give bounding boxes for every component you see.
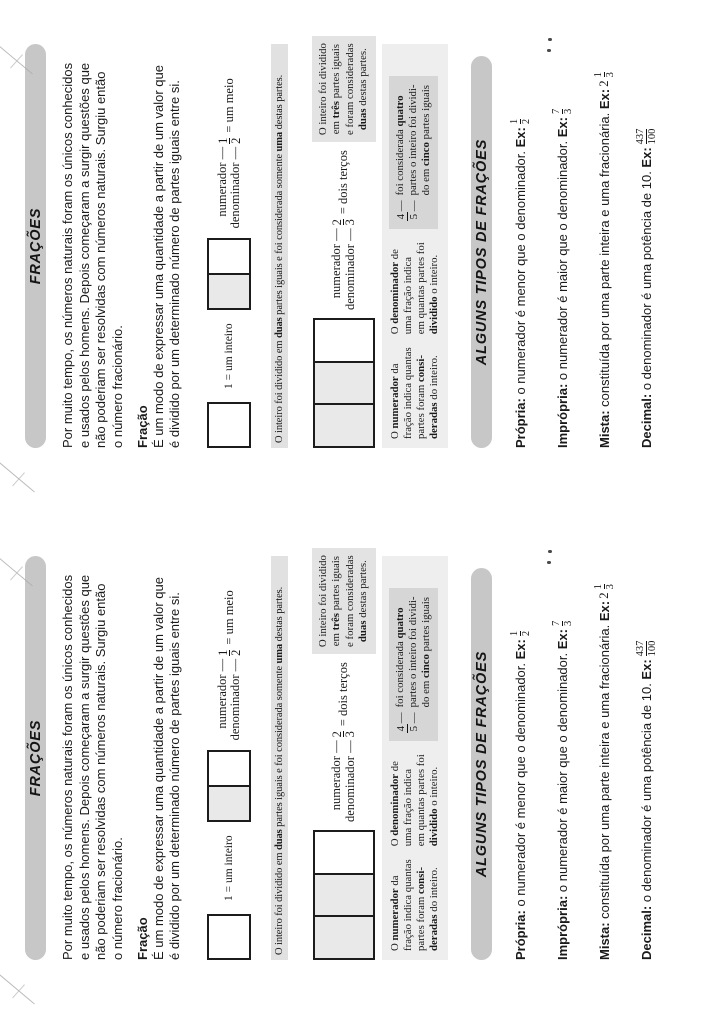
- shaded-cell: [209, 787, 249, 820]
- example-text: foi considerada quatro partes o inteiro foi dividi- do em cinco partes iguais: [393, 84, 433, 196]
- title-bar: [25, 556, 46, 960]
- numerator-denominator-panel: [382, 556, 449, 960]
- fracao-heading: Fração: [135, 405, 150, 448]
- fraction-one-half: [217, 650, 242, 656]
- note-line: O inteiro foi dividido: [317, 43, 329, 136]
- shaded-cell: [315, 405, 373, 446]
- example-fraction: 7 3: [550, 620, 574, 627]
- fraction-reading: = dois terços: [336, 662, 351, 727]
- two-parts-note: O inteiro foi dividido em duas partes iguais e foi considerada somente uma destas partes.: [271, 556, 288, 960]
- numerator-label: numerador —: [329, 740, 344, 811]
- example-fraction: 1 3: [592, 72, 616, 78]
- fraction-denominator: 5: [408, 726, 421, 732]
- numerator-label: numerador —: [214, 658, 229, 729]
- denominator-label: denominador —: [342, 740, 357, 822]
- pencil-dots: [547, 546, 557, 564]
- fraction-denominator: 2: [228, 137, 243, 144]
- fraction-types-list: [507, 556, 659, 960]
- denominator-label: denominador —: [228, 658, 242, 741]
- empty-cell: [315, 320, 373, 363]
- example-fraction: 7 3: [550, 108, 574, 115]
- numerator-label: numerador —: [214, 146, 229, 217]
- example-fraction: 1 3: [592, 584, 616, 590]
- section-title-bar: [471, 568, 492, 960]
- intro-line: não poderiam ser resolvidas com números naturais. Surgiu então: [93, 71, 108, 448]
- denominator-label: denominador —: [228, 146, 242, 229]
- fraction-denominator: 2: [228, 649, 243, 656]
- type-mista: Mista: constituída por uma parte inteira e uma fracionária. Ex: 2 1 3: [592, 72, 616, 448]
- two-parts-note: O inteiro foi dividido em duas partes iguais e foi considerada somente uma destas partes.: [271, 44, 288, 448]
- denominator-explanation: O denominador de uma fração indica em quantas partes foi dividido o inteiro.: [388, 754, 441, 847]
- fraction-numerator: 2: [330, 219, 345, 226]
- thirds-fraction-label: [330, 150, 357, 310]
- fraction-one-half: [217, 138, 242, 144]
- type-impropria: Imprópria: o numerador é maior que o denominador. Ex: 7 3: [550, 108, 574, 448]
- fracao-definition: [135, 44, 183, 448]
- thirds-diagram: [312, 44, 376, 448]
- fracao-line: é dividido por um determinado número de partes iguais entre si.: [167, 592, 182, 960]
- type-impropria: Imprópria: o numerador é maior que o denominador. Ex: 7 3: [550, 620, 574, 960]
- fraction-two-thirds: [331, 219, 356, 225]
- note-line: duas destas partes.: [357, 560, 370, 643]
- intro-paragraph: [60, 44, 126, 448]
- fraction-numerator: 4: [394, 214, 407, 220]
- numerator-explanation: O numerador da fração indica quantas partes foram consi- deradas do inteiro.: [388, 859, 441, 951]
- intro-line: o número fracionário.: [109, 325, 125, 448]
- note-line: em três partes iguais: [330, 44, 343, 135]
- fracao-line: É um modo de expressar uma quantidade a partir de um valor que: [151, 65, 166, 448]
- pencil-mark: [6, 960, 46, 1006]
- four-fifths-example: [389, 76, 439, 229]
- fraction-denominator: 3: [343, 731, 358, 738]
- note-line: e foram consideradas: [343, 555, 356, 647]
- page-title: FRAÇÕES: [27, 719, 44, 797]
- fraction-reading: = um meio: [221, 78, 236, 133]
- intro-paragraph: [60, 556, 126, 960]
- fraction-reading: = dois terços: [336, 150, 351, 215]
- example-fraction: 1 2: [508, 118, 532, 125]
- note-line: duas destas partes.: [357, 48, 370, 131]
- shaded-cell: [315, 917, 373, 958]
- pointer-dash: —: [394, 200, 407, 212]
- numerator-denominator-panel: [382, 44, 449, 448]
- fraction-numerator: 1: [215, 649, 230, 656]
- pencil-mark: [6, 448, 46, 494]
- shaded-cell: [315, 363, 373, 406]
- shaded-cell: [315, 875, 373, 918]
- intro-line: e usados pelos homens. Depois começaram a surgir questões que: [76, 574, 92, 960]
- whole-and-half-diagram: [207, 556, 251, 960]
- half-shaded-square: [207, 750, 251, 822]
- fracao-definition: [135, 556, 183, 960]
- note-line: e foram consideradas: [343, 43, 356, 135]
- thirds-shaded-rectangle: [313, 318, 375, 448]
- intro-line: o número fracionário.: [109, 837, 125, 960]
- whole-square: [207, 402, 251, 448]
- fraction-numerator: 2: [330, 731, 345, 738]
- example-fraction: 1 2: [508, 630, 532, 637]
- type-decimal: Decimal: o denominador é uma potência de 10. Ex: 437 100: [634, 128, 658, 448]
- half-fraction-label: [216, 590, 243, 740]
- fraction-four-fifths: [395, 199, 421, 221]
- half-shaded-square: [207, 238, 251, 310]
- fraction-reading: = um meio: [221, 590, 236, 645]
- section-title: ALGUNS TIPOS DE FRAÇÕES: [473, 650, 490, 878]
- type-mista: Mista: constituída por uma parte inteira e uma fracionária. Ex: 2 1 3: [592, 584, 616, 960]
- three-parts-note: [312, 548, 376, 654]
- whole-label: 1 = um inteiro: [223, 835, 235, 901]
- shaded-cell: [209, 275, 249, 308]
- whole-and-half-diagram: [207, 44, 251, 448]
- note-line: O inteiro foi dividido: [317, 555, 329, 648]
- three-parts-note: [312, 36, 376, 142]
- title-bar: [25, 44, 46, 448]
- fraction-two-thirds: [331, 731, 356, 737]
- four-fifths-example: [389, 588, 439, 741]
- type-decimal: Decimal: o denominador é uma potência de 10. Ex: 437 100: [634, 640, 658, 960]
- type-propria: Própria: o numerador é menor que o denominador. Ex: 1 2: [508, 118, 532, 448]
- intro-line: e usados pelos homens. Depois começaram a surgir questões que: [76, 62, 92, 448]
- half-fraction-label: [216, 78, 243, 228]
- numerator-label: numerador —: [329, 228, 344, 299]
- type-propria: Própria: o numerador é menor que o denominador. Ex: 1 2: [508, 630, 532, 960]
- empty-cell: [209, 240, 249, 275]
- example-fraction: 437 100: [634, 128, 658, 145]
- page-title: FRAÇÕES: [27, 207, 44, 285]
- example-fraction: 437 100: [634, 640, 658, 657]
- fraction-denominator: 3: [343, 219, 358, 226]
- fraction-four-fifths: [395, 711, 421, 733]
- pointer-dash: —: [407, 712, 420, 724]
- fracao-line: É um modo de expressar uma quantidade a partir de um valor que: [151, 577, 166, 960]
- fraction-numerator: 4: [394, 726, 407, 732]
- whole-square: [207, 914, 251, 960]
- intro-line: não poderiam ser resolvidas com números naturais. Surgiu então: [93, 583, 108, 960]
- numerator-explanation: O numerador da fração indica quantas partes foram consi- deradas do inteiro.: [388, 347, 441, 439]
- whole-label: 1 = um inteiro: [223, 323, 235, 389]
- thirds-fraction-label: [330, 662, 357, 822]
- intro-line: Por muito tempo, os números naturais foram os únicos conhecidos: [60, 574, 75, 960]
- section-title-bar: [471, 56, 492, 448]
- empty-cell: [209, 752, 249, 787]
- pointer-dash: —: [407, 200, 420, 212]
- fraction-numerator: 1: [215, 137, 230, 144]
- thirds-shaded-rectangle: [313, 830, 375, 960]
- note-line: em três partes iguais: [330, 556, 343, 647]
- pointer-dash: —: [394, 712, 407, 724]
- pencil-dots: [547, 34, 557, 52]
- empty-cell: [315, 832, 373, 875]
- section-title: ALGUNS TIPOS DE FRAÇÕES: [473, 138, 490, 366]
- fracao-line: é dividido por um determinado número de partes iguais entre si.: [167, 80, 182, 448]
- denominator-explanation: O denominador de uma fração indica em quantas partes foi dividido o inteiro.: [388, 242, 441, 335]
- example-text: foi considerada quatro partes o inteiro foi dividi- do em cinco partes iguais: [393, 596, 433, 708]
- fracao-heading: Fração: [135, 917, 150, 960]
- worksheet-copy: [0, 512, 724, 1024]
- intro-line: Por muito tempo, os números naturais foram os únicos conhecidos: [60, 62, 75, 448]
- fraction-types-list: [507, 44, 659, 448]
- denominator-label: denominador —: [342, 228, 357, 310]
- thirds-diagram: [312, 556, 376, 960]
- fraction-denominator: 5: [408, 214, 421, 220]
